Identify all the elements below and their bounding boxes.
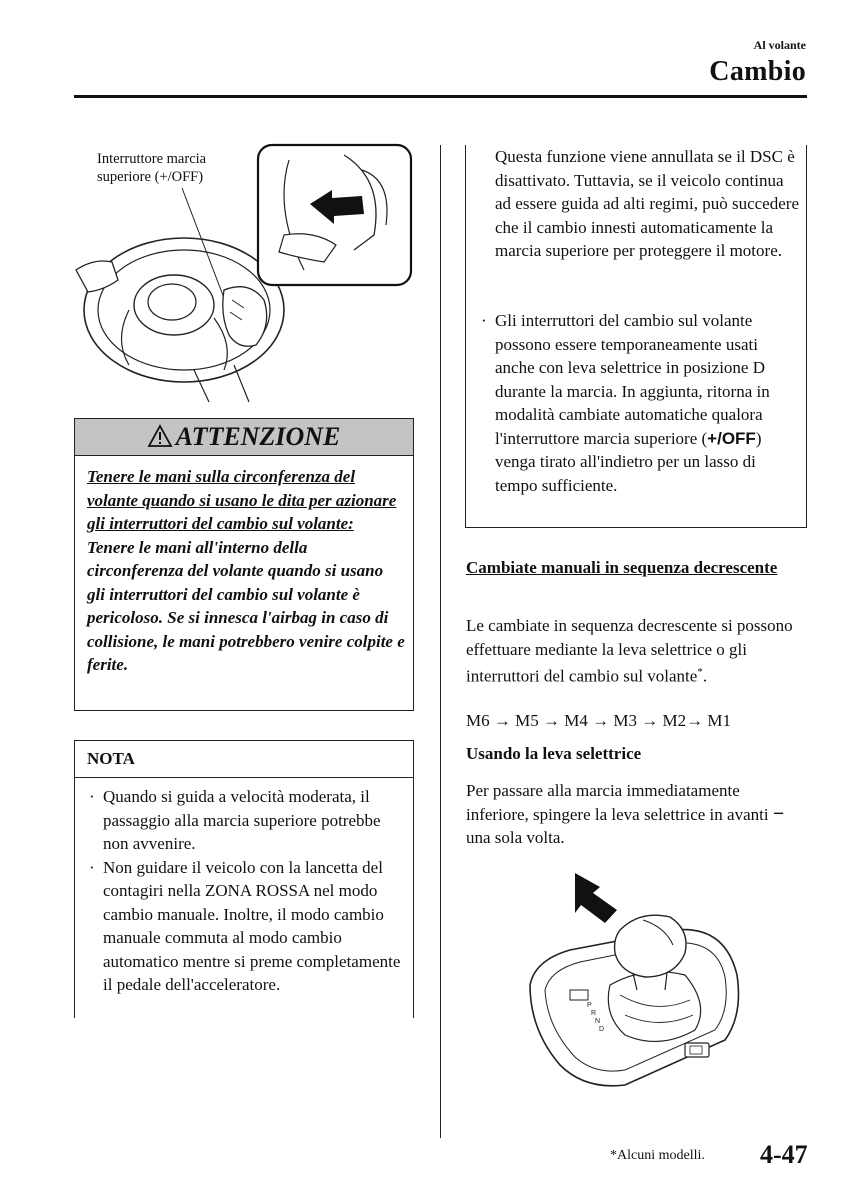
- warning-triangle-icon: [148, 425, 172, 447]
- page-title: Cambio: [709, 56, 806, 87]
- figure-caption: Interruttore marcia superiore (+/OFF): [97, 151, 207, 185]
- bullet-text-part2: ) venga tirato all'indietro per un lasso di tempo sufficiente.: [495, 428, 762, 495]
- warning-header: [75, 419, 413, 456]
- intro-end: .: [702, 666, 708, 686]
- footnote-mark: *: [697, 666, 703, 678]
- note-continuation-box: [465, 145, 807, 528]
- steering-wheel-illustration: [74, 140, 419, 405]
- note-box: [74, 740, 414, 1018]
- note-item-text: Quando si guida a velocità moderata, il passaggio alla marcia superiore potrebbe non avvenire.: [103, 787, 381, 853]
- section-heading: Cambiate manuali in sequenza decrescente: [466, 558, 778, 577]
- footnote: *Alcuni modelli.: [610, 1148, 705, 1163]
- lever-text-1: Per passare alla marcia immediatamente inferiore, spingere la leva selettrice in avanti: [466, 781, 773, 824]
- section-label: Al volante: [753, 38, 806, 52]
- plus-off-symbol: +/OFF: [707, 428, 756, 448]
- note-item: · Gli interruttori del cambio sul volante possono essere temporaneamente usati anche con leva selettrice in posizione D durante la marcia. In aggiunta, ritorna in modalità cambiate automatiche qualora l'interruttore marcia superiore (+/OFF) venga tirato all'indietro per un lasso di tempo sufficiente.: [481, 311, 770, 495]
- column-divider: [440, 145, 441, 1138]
- note-rule: [75, 777, 413, 778]
- lever-text-2: una sola volta.: [466, 828, 565, 847]
- lever-heading: Usando la leva selettrice: [466, 744, 642, 763]
- svg-text:D: D: [599, 1026, 605, 1033]
- warning-title: ATTENZIONE: [175, 422, 341, 451]
- header-rule: [74, 95, 807, 98]
- warning-text: Tenere le mani all'interno della circonferenza del volante quando si usano gli interruttori del cambio sul volante è pericoloso. Se si innesca l'airbag in caso di collisione, le mani potrebbero venire colpite e ferite.: [87, 537, 405, 674]
- svg-text:P: P: [587, 1002, 592, 1009]
- gear-sequence: M6 → M5 → M4 → M3 → M2→ M1: [466, 711, 731, 730]
- warning-underlined-text: Tenere le mani sulla circonferenza del volante quando si usano le dita per azionare gli interruttori del cambio sul volante:: [87, 467, 397, 533]
- shift-lever-illustration: [525, 865, 745, 1090]
- note-list: [89, 785, 405, 997]
- note-item-text: Non guidare il veicolo con la lancetta del contagiri nella ZONA ROSSA nel modo cambio manuale. Inoltre, il modo cambio manuale commuta al modo cambio automatico mentre si preme completamente il pedale dell'acceleratore.: [103, 857, 401, 994]
- intro-text: Le cambiate in sequenza decrescente si possono effettuare mediante la leva selettrice o gli interruttori del cambio sul volante: [466, 616, 793, 686]
- note-item: · Quando si guida a velocità moderata, il passaggio alla marcia superiore potrebbe non avvenire.: [89, 787, 381, 853]
- page-number: 4-47: [760, 1140, 808, 1169]
- bullet-text-part1: Gli interruttori del cambio sul volante possono essere temporaneamente usati anche con leva selettrice in posizione D durante la marcia. In aggiunta, ritorna in modalità cambiate automatiche qualora l'interruttore marcia superiore (: [495, 311, 770, 448]
- lever-instructions: [466, 779, 806, 850]
- warning-box: [74, 418, 414, 711]
- continued-list: [481, 309, 801, 497]
- svg-text:R: R: [591, 1010, 597, 1017]
- downshift-intro: [466, 614, 806, 688]
- svg-text:N: N: [595, 1018, 601, 1025]
- minus-symbol: −: [772, 802, 785, 825]
- note-title: NOTA: [87, 749, 135, 768]
- warning-body: [87, 465, 405, 677]
- continued-paragraph: Questa funzione viene annullata se il DSC è disattivato. Tuttavia, se il veicolo continua ad essere guida ad alti regimi, può succedere che il cambio innesti automaticamente la marcia superiore per proteggere il motore.: [495, 147, 799, 260]
- note-item: · Non guidare il veicolo con la lancetta del contagiri nella ZONA ROSSA nel modo cambio manuale. Inoltre, il modo cambio manuale commuta al modo cambio automatico mentre si preme completamente il pedale dell'acceleratore.: [89, 857, 401, 994]
